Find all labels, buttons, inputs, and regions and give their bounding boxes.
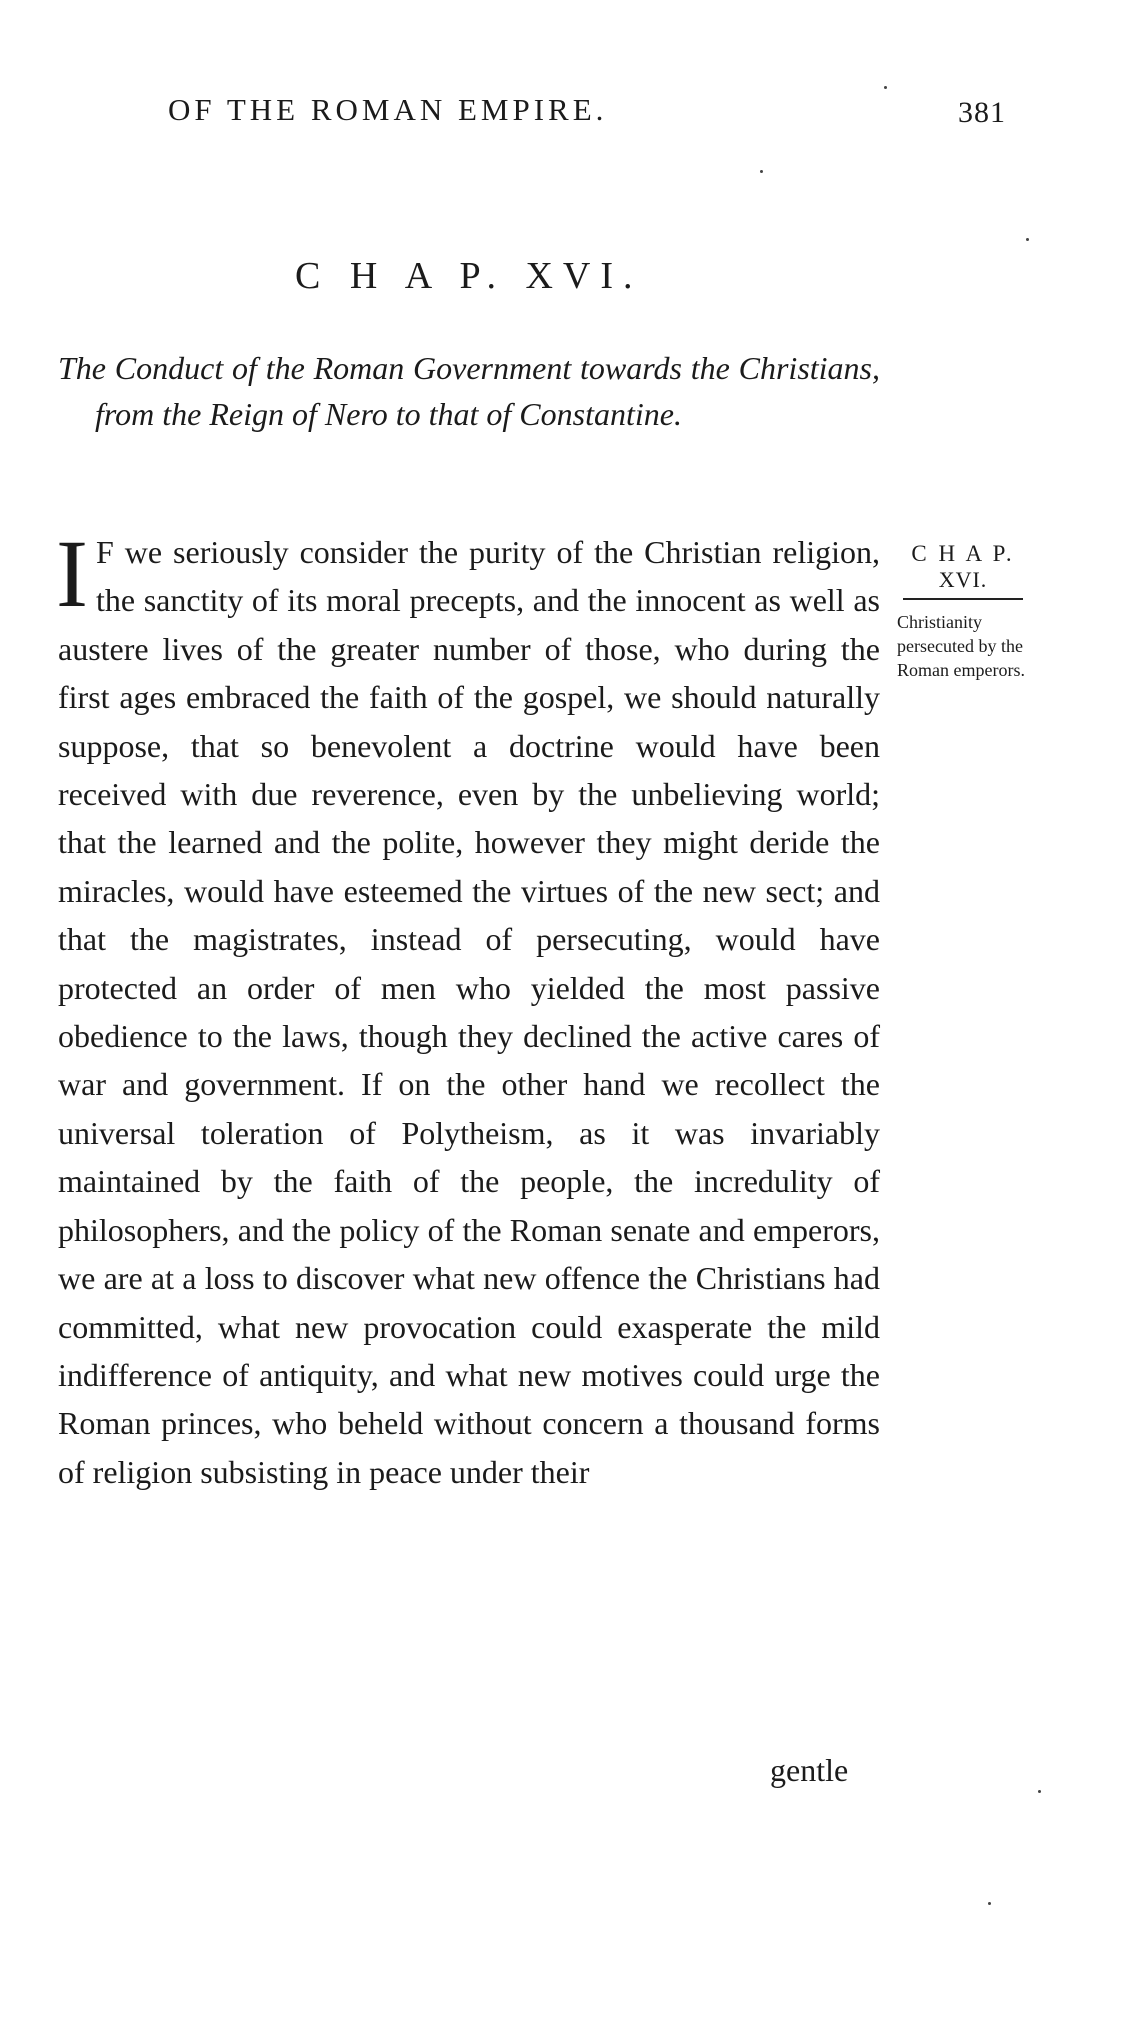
chapter-title: The Conduct of the Roman Government towards the Christians, from the Reign of Nero to that of Constantine.	[58, 350, 880, 432]
print-speck	[1038, 1790, 1041, 1793]
margin-note	[893, 540, 1033, 682]
print-speck	[1026, 238, 1029, 241]
margin-rule	[903, 598, 1023, 600]
catchword: gentle	[770, 1752, 849, 1788]
body-paragraph	[56, 520, 880, 1496]
drop-cap: I	[56, 520, 88, 627]
margin-chap-number: XVI.	[938, 567, 988, 592]
margin-chap-label: C H A P.	[911, 541, 1015, 566]
running-head: OF THE ROMAN EMPIRE.	[168, 92, 608, 127]
margin-summary: Christianity persecuted by the Roman emperors.	[897, 612, 1025, 680]
paragraph-text: F we seriously consider the purity of the Christian religion, the sanctity of its moral precepts, and the innocent as well as austere lives of the greater number of those, who during the first ages embraced the faith of the gospel, we should naturally suppose, that so benevolent a doctrine would have been received with due reverence, even by the unbelieving world; that the learned and the polite, however they might deride the miracles, would have esteemed the virtues of the new sect; and that the magistrates, instead of persecuting, would have protected an order of men who yielded the most passive obedience to the laws, though they declined the active cares of war and government. If on the other hand we recollect the universal toleration of Polytheism, as it was invariably maintained by the faith of the people, the incredulity of philosophers, and the policy of the Roman senate and emperors, we are at a loss to discover what new offence the Christians had committed, what new provocation could exasperate the mild indifference of antiquity, and what new motives could urge the Roman princes, who beheld without concern a thousand forms of religion subsisting in peace under their	[58, 534, 880, 1490]
print-speck	[760, 170, 763, 173]
print-speck	[988, 1902, 991, 1905]
chapter-heading: C H A P. XVI.	[295, 255, 643, 297]
page-number: 381	[958, 96, 1006, 129]
print-speck	[884, 86, 887, 89]
